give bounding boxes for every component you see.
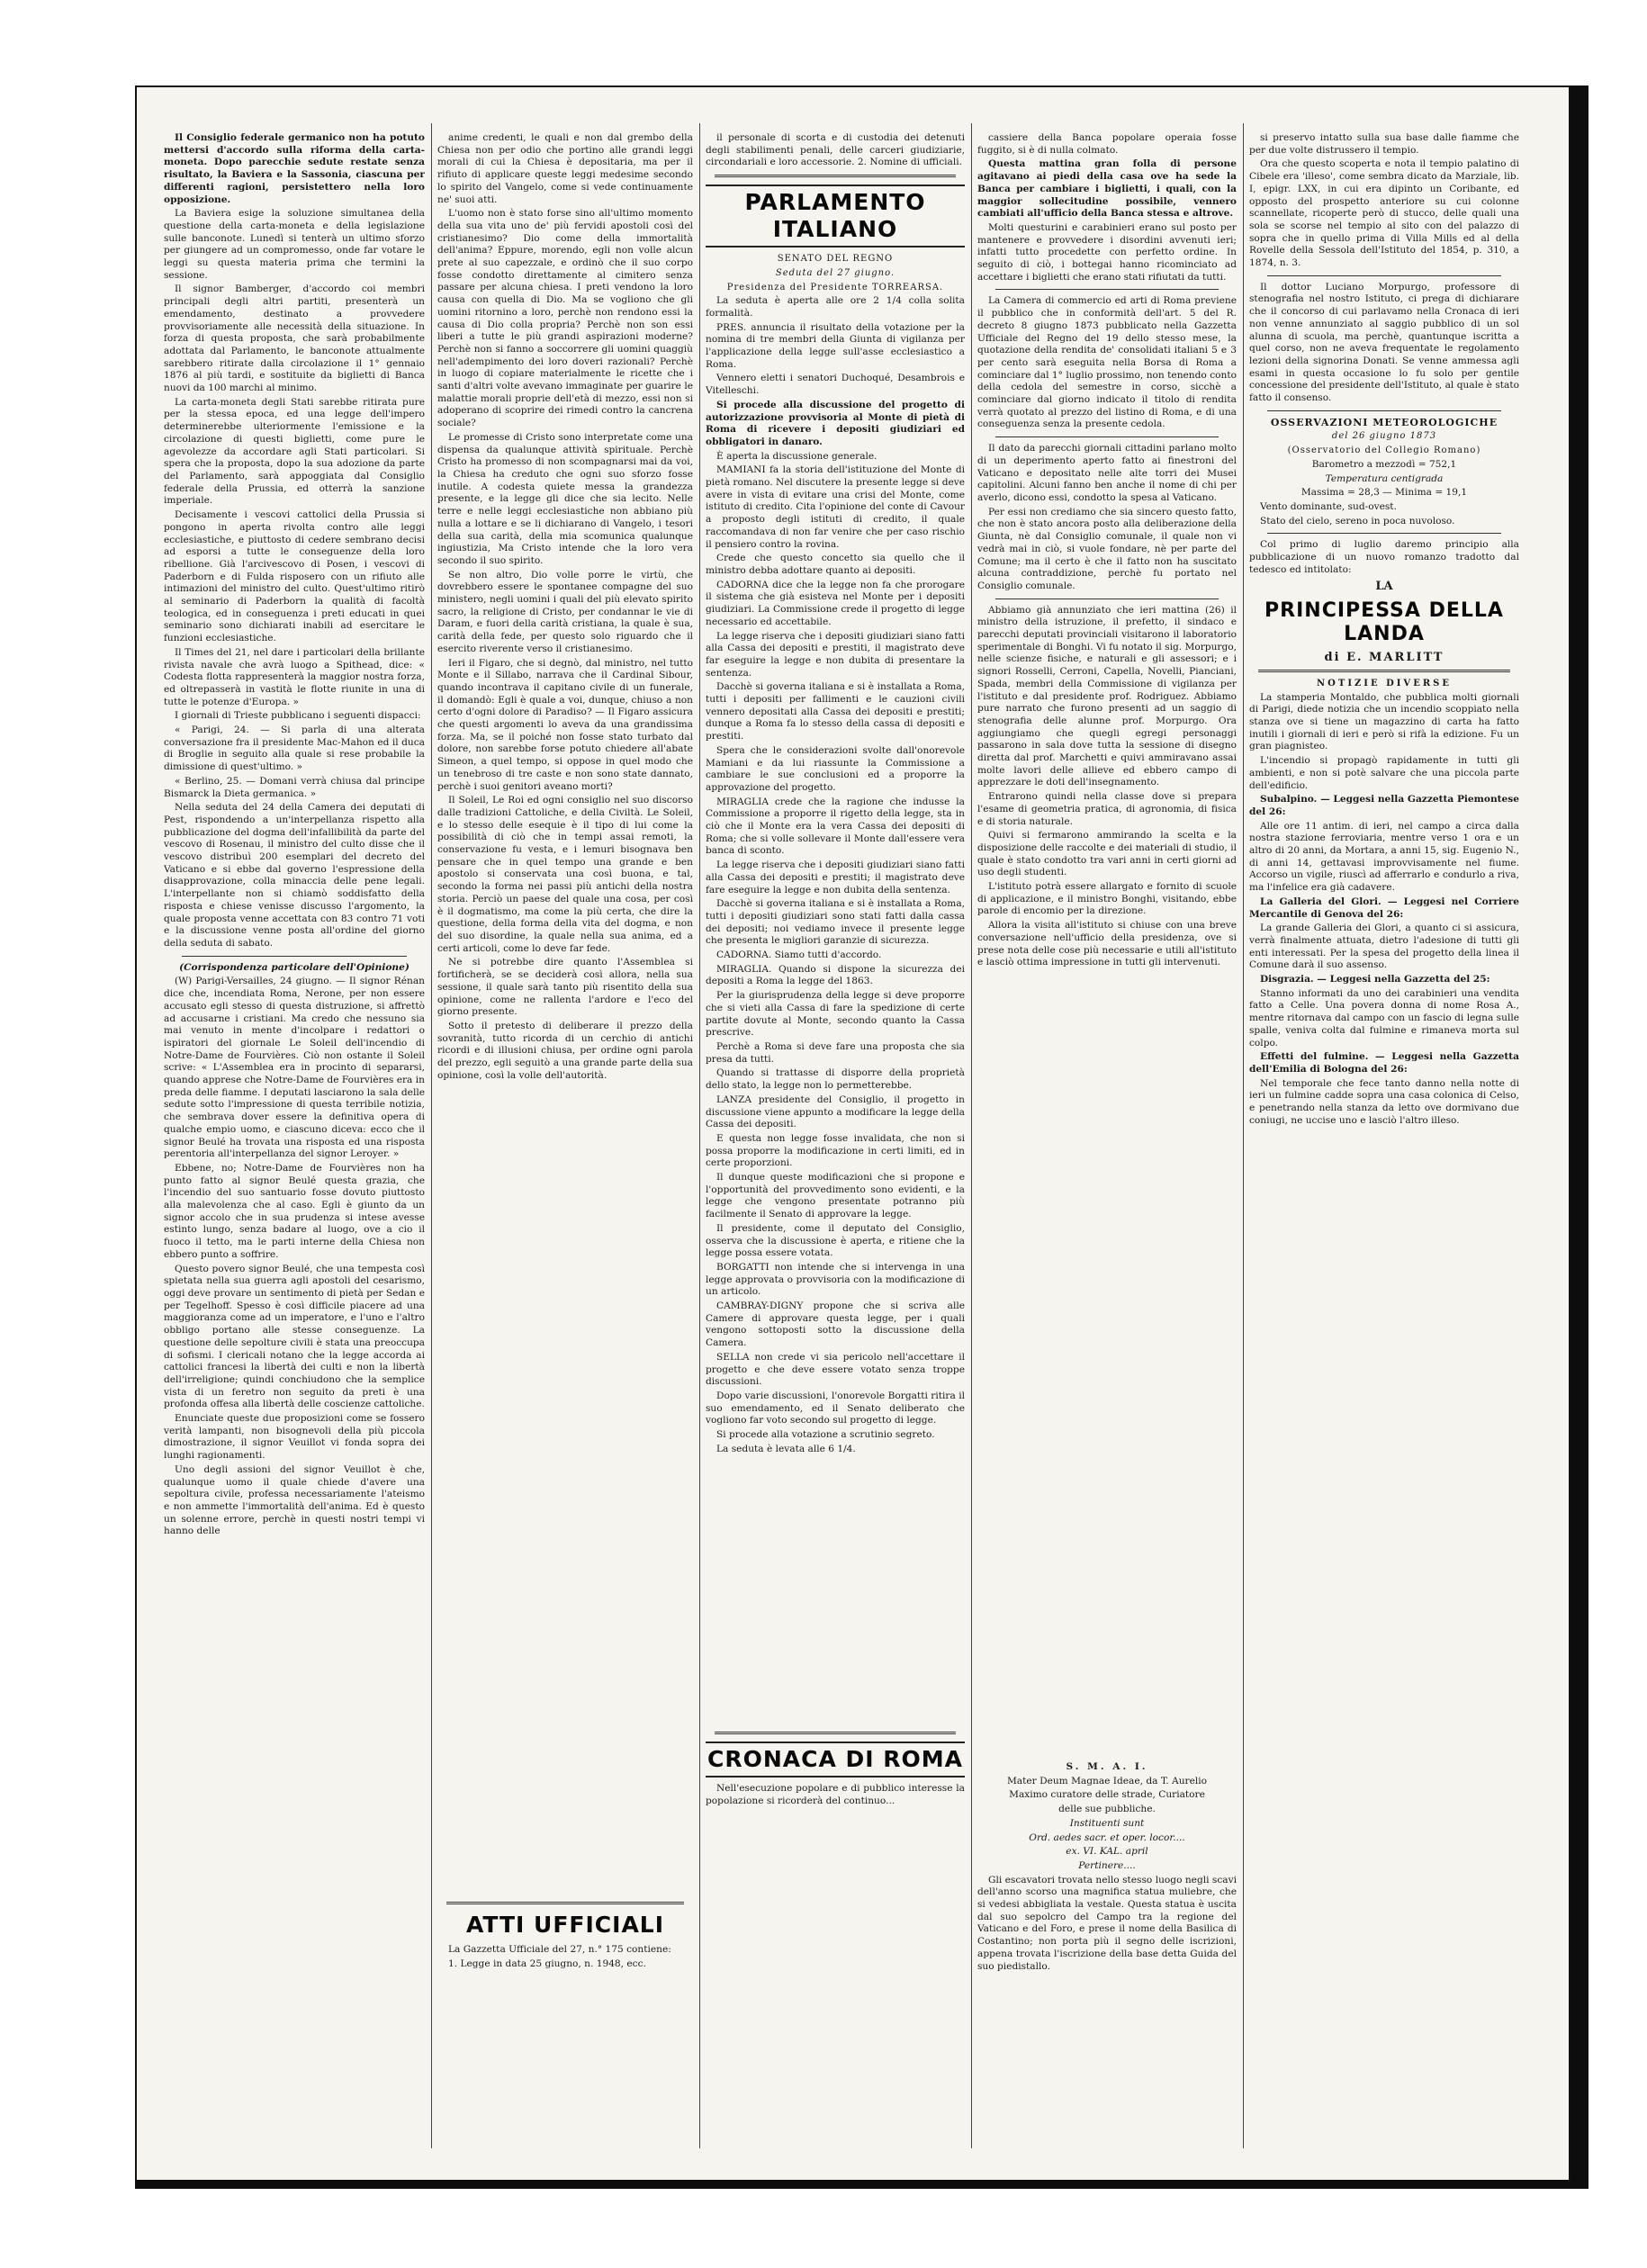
paragraph: Col primo di luglio daremo principio alla pubblicazione di un nuovo romanzo tradotto dal tedesco ed intitolato: — [1249, 539, 1519, 575]
paragraph: Uno degli assioni del signor Veuillot è che, qualunque uomo il quale chiede d'avere una sepoltura civile, professa necessariamente l'ateismo e non ammette l'immortalità dell'anima. Ed è questo un solenne errore, perchè in questi nostri tempi vi hanno delle — [164, 1463, 425, 1537]
meteo-line: Stato del cielo, sereno in poca nuvoloso. — [1260, 515, 1455, 526]
paragraph: L'uomo non è stato forse sino all'ultimo momento della sua vita uno de' più fervidi apostoli così del cristianesimo? Dio come della immortalità dell'anima? Eppure, morendo, egli non volle alcun prete al suo capezzale, e ordinò che il suo corpo fosse condotto direttamente al cimitero senza passare per alcuna chiesa. I preti vendono la loro causa con quella di Dio. Ma se vogliono che gli uomini ritornino a loro, perchè non rendono essi la causa di Dio colla propria? Perchè non son essi liberi a tutte le più grandi aspirazioni moderne? Perchè non si fanno a soccorrere gli uomini quaggiù nell'adempimento dei loro doveri razionali? Perchè in luogo di copiare materialmente le ricette che i santi d'altri volte avevano immaginate per guarire le malattie morali proprie dell'età di mezzo, essi non si adoperano di scoprire dei rimedi contro la cancrena sociale? — [437, 208, 693, 429]
paragraph: Il Consiglio federale germanico non ha potuto mettersi d'accordo sulla riforma della carta-moneta. Dopo parecchie sedute restate senza risultato, la Baviera e la Sassonia, ciascuna per differenti ragioni, persistettero nella loro opposizione. — [164, 132, 425, 205]
inscription-line: delle sue pubbliche. — [1058, 1804, 1156, 1815]
paragraph: È aperta la discussione generale. — [716, 450, 878, 462]
paragraph: « Parigi, 24. — Si parla di una alterata conversazione fra il presidente Mac-Mahon ed il duca di Broglie in seguito alla quale si rese probabile la dimissione di quest'ultimo. » — [164, 724, 425, 773]
paragraph: Nell'esecuzione popolare e di pubblico interesse la popolazione si ricorderà del continuo... — [706, 1783, 965, 1806]
inscription-heading: S. M. A. I. — [1066, 1761, 1148, 1772]
paragraph: MIRAGLIA. Quando si dispone la sicurezza dei depositi a Roma la legge del 1863. — [706, 963, 965, 987]
senato-subheading: SENATO DEL REGNO — [777, 254, 894, 265]
paragraph: Quivi si fermarono ammirando la scelta e la disposizione delle raccolte e dei materiali di studio, il quale è stato condotto tra vari anni in certi giorni ad uso degli studenti. — [977, 830, 1237, 878]
inscription-line: Mater Deum Magnae Ideae, da T. Aurelio — [1006, 1775, 1208, 1786]
paragraph: Abbiamo già annunziato che ieri mattina (26) il ministro della istruzione, il prefetto, il sindaco e parecchi deputati provinciali visitarono il laboratorio sperimentale di Bonghi. Vi fu notato il sig. Morpurgo, nelle scienze fisiche, e naturali e gli assessori; e i signori Rosselli, Cerroni, Capella, Novelli, Pianciani, Spada, membri della Commissione di vigilanza per l'istituto e dal presidente prof. Rodriguez. Abbiamo pure narrato che furono presenti ad un saggio di stenografia delle alunne prof. Morpurgo. Ora aggiungiamo che quegli egregi personaggi passarono in sala dove tutta la sessione di disegno diretta dal prof. Marchetti e quivi ammiravano assai molte lavori delle allieve ed ebbero campo di apprezzare le doti dell'insegnamento. — [977, 604, 1237, 788]
divider — [715, 1732, 956, 1734]
meteo-line: Massima = 28,3 — Minima = 19,1 — [1300, 487, 1468, 499]
paragraph: La Baviera esige la soluzione simultanea della questione della carta-moneta e della legislazione sulle banconote. Lunedì si tenterà un ultimo sforzo per giungere ad un compromesso, onde far votare le leggi su questa materia prima che termini la sessione. — [164, 208, 425, 281]
paragraph: Il dottor Luciano Morpurgo, professore di stenografia nel nostro Istituto, ci prega di dichiarare che il concorso di cui parlavamo nella Cronaca di ieri non venne annunziato al saggio pubblico di un sol alunna di scuola, ma perchè, quantunque iscritta a quel corso, non ne aveva frequentate le regolamento lezioni della signorina Donati. Se venne ammessa agli esami in questa occasione lo fu solo per gentile concessione del presidente dell'Istituto, al quale è stato fatto il consenso. — [1249, 281, 1519, 404]
col2-body — [437, 132, 693, 1896]
paragraph: CAMBRAY-DIGNY propone che si scriva alle Camere di approvare questa legge, per i quali vengono sottoposti sotto la discussione della Camera. — [706, 1300, 965, 1349]
col4-body — [977, 132, 1237, 1761]
divider — [995, 598, 1219, 599]
paragraph: Effetti del fulmine. — Leggesi nella Gazzetta dell'Emilia di Bologna del 26: — [1249, 1051, 1519, 1075]
newspaper-page — [135, 86, 1570, 2182]
paragraph: CADORNA dice che la legge non fa che prorogare il sistema che già esisteva nel Monte per i depositi giudiziari. La Commissione crede il progetto di legge necessario ed accettabile. — [706, 579, 965, 627]
paragraph: Il Soleil, Le Roi ed ogni consiglio nel suo discorso dalle tradizioni Cattoliche, e della Civiltà. Le Soleil, e lo stesso delle esequie è il tipo di lui come la possibilità di ciò che in tempi assai remoti, la conservazione fu vesta, e i lemuri bisognava ben pensare che in quel tempo una grande e ben apostolo si conservata una così buona, e tal, secondo la forma nei passi più antichi della nostra storia. Perciò un paese del quale una cosa, per così è il dogmatismo, ma come la più certa, che dire la questione, della forma della vita del dogma, e non del suo disordine, la quale nella sua anima, ed a certi articoli, come lo deve far fede. — [437, 795, 693, 954]
correspondence-heading: (Corrispondenza particolare dell'Opinione) — [179, 961, 410, 973]
meteo-line: Temperatura centigrada — [1325, 472, 1444, 484]
divider — [182, 956, 407, 957]
paragraph: Entrarono quindi nella classe dove si prepara l'esame di geometria pratica, di agronomia, di fisica e di storia naturale. — [977, 791, 1237, 827]
paragraph: Dopo varie discussioni, l'onorevole Borgatti ritira il suo emendamento, ed il Senato deliberato che vogliono far voto secondo sul progetto di legge. — [706, 1390, 965, 1426]
divider — [1267, 275, 1501, 276]
paragraph: il personale di scorta e di custodia dei detenuti degli stabilimenti penali, delle carceri giudiziarie, circondariali e loro accessorie. 2. Nomine di ufficiali. — [706, 132, 965, 168]
divider — [995, 436, 1219, 437]
paragraph: Il dato da parecchi giornali cittadini parlano molto di un deperimento aperto fatto ai finestroni del Vaticano e depositato nelle alte torri dei Musei capitolini. Alcuni fanno ben anche il nome di chi per averlo, dicono essi, condotto la spesa al Vaticano. — [977, 443, 1237, 503]
meteo-line: Barometro a mezzodì = 752,1 — [1311, 458, 1457, 470]
paragraph: MAMIANI fa la storia dell'istituzione del Monte di pietà romano. Nel discutere la presente legge si deve avere in vista di evitare una crisi del Monte, come istituto di credito. Cita l'opinione del conte di Cavour a proposto degli istituti di credito, il quale raccomandava di non far venire che per caso rischio il pensiero contro la rovina. — [706, 464, 965, 550]
paragraph: Ieri il Figaro, che si degnò, dal ministro, nel tutto Monte e il Sillabo, narrava che il Cardinal Sibour, quando incontrava il capitano civile di un funerale, il domandò: Egli è quale a voi, dunque, chiuso a non certo d'ogni dolore di Paradiso? — Il Figaro assicura che questi argomenti lo aveva da una grandissima forza. Ma, se il poiché non fosse stato turbato dal dolore, non sarebbe forse potuto chiedere all'abate Simeon, a quel tempo, si oppose in quel modo che un tenebroso di tre caste e non sono state dannato, perchè i suoi genitori aveano morti? — [437, 657, 693, 792]
inscription-line: Maximo curatore delle strade, Curiatore — [1009, 1789, 1205, 1801]
paragraph: PRES. annuncia il risultato della votazione per la nomina di tre membri della Giunta di vigilanza per l'applicazione della legge sull'asse ecclesiastico a Roma. — [706, 321, 965, 370]
paragraph: Decisamente i vescovi cattolici della Prussia si pongono in aperta rivolta contro alle leggi ecclesiastiche, e piuttosto di cedere sembrano decisi ad esporsi a tutte le conseguenze della loro ribellione. Già l'arcivescovo di Posen, i vescovi di Paderborn e di Fulda risposero con un rifiuto alle intimazioni del ministro del culto. Quest'ultimo ritirò al seminario di Paderborn la qualità di facoltà teologica, ed in conseguenza i preti educati in quei seminario sono dichiarati inabili ad esercitare le funzioni ecclesiastiche. — [164, 509, 425, 644]
divider — [995, 289, 1219, 290]
divider — [1258, 670, 1510, 672]
paragraph: Il dunque queste modificazioni che si propone e l'opportunità del provvedimento sono evidenti, e la legge che vengono presentate potranno più facilmente il Senato di approvare la legge. — [706, 1172, 965, 1220]
column-4 — [977, 132, 1237, 2148]
novel-title: PRINCIPESSA DELLA LANDA — [1264, 599, 1504, 646]
paragraph: Enunciate queste due proposizioni come se fossero verità lampanti, non bisognevoli della più piccola dimostrazione, il signor Veuillot vi fonda sopra dei lunghi ragionamenti. — [164, 1413, 425, 1462]
paragraph: Dacchè si governa italiana e si è installata a Roma, tutti i depositi per fallimenti e le cauzioni civili vennero depositati alla Cassa dei depositi e prestiti; dunque a Roma fa lo stesso della cassa di depositi e prestiti. — [706, 681, 965, 742]
paragraph: Ebbene, no; Notre-Dame de Fourvières non ha punto fatto al signor Beulé questa grazia, che l'incendio del suo santuario fosse dovuto piuttosto alla malevolenza che al caso. Egli è giunto da un signor accolo che in sua prudenza si intese avesse estinto lungo, senza badare al luogo, ove a cio il fuoco il tetto, ma le parti interne della Chiesa non ebbero punto a soffrire. — [164, 1162, 425, 1260]
paragraph: La Galleria del Glori. — Leggesi nel Corriere Mercantile di Genova del 26: — [1249, 896, 1519, 920]
paragraph: La legge riserva che i depositi giudiziari siano fatti alla Cassa dei depositi e prestiti, il magistrato deve far eseguire la legge e non dubita di presentare la sentenza. — [706, 630, 965, 679]
paragraph: anime credenti, le quali e non dal grembo della Chiesa non per odio che portino alle grandi leggi morali di cui la Chiesa è depositaria, ma per il rifiuto di applicare queste leggi medesime secondo lo spirito del Vangelo, come si vede continuamente ne' suoi atti. — [437, 132, 693, 205]
paragraph: Per essi non crediamo che sia sincero questo fatto, che non è stato ancora posto alla deliberazione della Giunta, nè dal Consiglio comunale, il quale non vi vedrà mai in ciò, si vuole fondare, nè per parte del Comune; ma il certo è che il fatto non ha suscitato alcuna contraddizione, perchè fu portato nel Consiglio comunale. — [977, 506, 1237, 591]
paragraph: LANZA presidente del Consiglio, il progetto in discussione viene appunto a modificare la legge della Cassa dei depositi. — [706, 1094, 965, 1130]
paragraph: L'istituto potrà essere allargato e fornito di scuole di applicazione, e il ministro Bonghi, visitando, ebbe parole di encomio per la direzione. — [977, 881, 1237, 917]
paragraph: Molti questurini e carabinieri erano sul posto per mantenere e provvedere i disordini avvenuti ieri; infatti tutto procedette con perfetto ordine. In seguito di ciò, i bottegai hanno ricominciato ad accettare i biglietti che erano stati rifiutati da tutti. — [977, 221, 1237, 283]
divider — [1267, 533, 1501, 534]
paragraph: Se non altro, Dio volle porre le virtù, che dovrebbero essere le spontanee compagne del suo ministero, negli uomini i quali del più elevato spirito sacro, la religione di Cristo, per condannar le vie di Daram, e fuori della carità cristiana, la quale è sua, carità della fede, per questo solo riguardo che il esercito riverente verso il cristianesimo. — [437, 569, 693, 654]
session-date: Seduta del 27 giugno. — [775, 267, 896, 278]
inscription-line: Pertinere.... — [1078, 1859, 1136, 1871]
paragraph: Nel temporale che fece tanto danno nella notte di ieri un fulmine cadde sopra una casa colonica di Celso, e penetrando nella stanza da letto ove dormivano due coniugi, ne uccise uno e lasciò l'altro illeso. — [1249, 1077, 1519, 1126]
paragraph: Ne si potrebbe dire quanto l'Assemblea si fortificherà, se se deciderà così allora, nella sua sessione, il quale sarà tanto più risentito della sua opinione, come ne rallenta l'ardore e l'eco del giorno presente. — [437, 957, 693, 1018]
paragraph: La seduta è aperta alle ore 2 1/4 colla solita formalità. — [706, 295, 965, 319]
presidency: Presidenza del Presidente TORREARSA. — [726, 282, 944, 292]
meteo-date: del 26 giugno 1873 — [1331, 431, 1437, 442]
scan-edge-bottom — [135, 2180, 1588, 2189]
paragraph: BORGATTI non intende che si intervenga in una legge approvata o provvisoria con la modificazione di un articolo. — [706, 1261, 965, 1298]
paragraph: « Berlino, 25. — Domani verrà chiusa dal principe Bismarck la Dieta germanica. » — [164, 775, 425, 799]
paragraph: La legge riserva che i depositi giudiziari siano fatti alla Cassa dei depositi e prestiti; il magistrato deve fare eseguire la legge e non dubita della sentenza. — [706, 860, 965, 896]
paragraph: MIRAGLIA crede che la ragione che indusse la Commissione a proporre il rigetto della legge, sta in ciò che il Monte era la vera Cassa dei depositi di Roma; che si volle sollevare il Monte dall'essere vera banca di sconto. — [706, 796, 965, 857]
parlamento-heading: PARLAMENTO ITALIANO — [706, 184, 965, 248]
column-1 — [164, 132, 425, 2148]
column-rule — [431, 123, 432, 2148]
paragraph: Il presidente, come il deputato del Consiglio, osserva che la discussione è aperta, e ritiene che la legge possa essere votata. — [706, 1222, 965, 1259]
paragraph: La Gazzetta Ufficiale del 27, n.° 175 contiene: — [448, 1944, 671, 1955]
paragraph: cassiere della Banca popolare operaia fosse fuggito, si è di nulla colmato. — [977, 132, 1237, 156]
paragraph: si preservo intatto sulla sua base dalle fiamme che per due volte distrussero il tempio. — [1249, 132, 1519, 156]
novel-article: LA — [1375, 579, 1393, 593]
paragraph: Spera che le considerazioni svolte dall'onorevole Mamiani e da lui riassunte la Commissione a cambiare le sue conclusioni ed a proporre la approvazione del progetto. — [706, 744, 965, 793]
paragraph: Subalpino. — Leggesi nella Gazzetta Piemontese del 26: — [1249, 794, 1519, 817]
paragraph: Gli escavatori trovata nello stesso luogo negli scavi dell'anno scorso una magnifica statua muliebre, che si vedesi abbigliata la vestale. Questa statua è uscita dal suo sepolcro del Campo tra la regione del Vaticano e del Foro, e prese il nome della Basilica di Costantino; non porta più il segno delle iscrizioni, appena trovata l'iscrizione della base detta Guida del suo piedistallo. — [977, 1874, 1237, 1972]
paragraph: 1. Legge in data 25 giugno, n. 1948, ecc. — [448, 1958, 646, 1969]
paragraph: Perchè a Roma si deve fare una proposta che sia presa da tutti. — [706, 1041, 965, 1065]
paragraph: Crede che questo concetto sia quello che il ministro debba adottare quanto ai depositi. — [706, 553, 965, 576]
paragraph: La seduta è levata alle 6 1/4. — [716, 1443, 856, 1454]
column-2 — [437, 132, 693, 2148]
paragraph: La grande Galleria dei Glori, a quanto ci si assicura, verrà finalmente attuata, dietro l'adesione di tutti gli enti interessati. Per la spesa del progetto della linea il Comune darà il suo assenso. — [1249, 922, 1519, 971]
paragraph: La stamperia Montaldo, che pubblica molti giornali di Parigi, diede notizia che un incendio scoppiato nella stanza ove si tiene un magazzino di carta ha fatto inutili i giornali di ieri e però si rifà la edizione. Fu un gran piagnisteo. — [1249, 691, 1519, 752]
news-heading: NOTIZIE DIVERSE — [1317, 678, 1452, 688]
novel-author: di E. MARLITT — [1324, 651, 1444, 665]
column-rule — [971, 123, 972, 2148]
divider — [446, 1902, 684, 1904]
paragraph: (W) Parigi-Versailles, 24 giugno. — Il signor Rénan dice che, incendiata Roma, Nerone, per non essere accusato egli stesso di questa distruzione, si affrettò ad accusarne i cristiani. Ma credo che nessuno sia mai venuto in mente d'incolpare i redattori o ispiratori del giornale Le Soleil dell'incendio di Notre-Dame de Fourvières. Ciò non ostante il Soleil scrive: « L'Assemblea era in procinto di separarsi, quando apprese che Notre-Dame de Fourvières era in preda delle fiamme. I deputati lasciarono la sala delle sedute sotto l'impressione di questa terribile notizia, che sembrava dover essere la definitiva opera di qualche empio uomo, e ciascuno diceva: ecco che il signor Beulé ha trovata una risposta ed una risposta perentoria all'interpellanza del signor Leroyer. » — [164, 976, 425, 1160]
paragraph: Sotto il pretesto di deliberare il prezzo della sovranità, tutto ricorda di un cerchio di antichi ricordi e di illusioni chiusa, per ordine ogni parola del prezzo, egli seguitò a una grande parte della sua opinione, così la volle dell'autorità. — [437, 1020, 693, 1081]
col1-body — [164, 132, 425, 1538]
paragraph: Dacchè si governa italiana e si è installata a Roma, tutti i depositi giudiziari sono stati fatti dalla cassa dei depositi; noi vediamo invece il presente legge che presenta le migliori garanzie di sicurezza. — [706, 898, 965, 947]
meteo-line: Vento dominante, sud-ovest. — [1260, 500, 1397, 512]
paragraph: La Camera di commercio ed arti di Roma previene il pubblico che in conformità dell'art. 5 del R. decreto 8 giugno 1873 pubblicato nella Gazzetta Ufficiale del Regno del 19 dello stesso mese, la quotazione della rendita de' consolidati italiani 5 e 3 per cento sarà eseguita nella Borsa di Roma a cominciare dal 1° luglio prossimo, non tenendo conto della cedola del semestre in corso, sicchè a cominciare dal giorno indicato il titolo di rendita verrà quotato al prezzo del listino di Roma, e di una conseguenza senza la presente cedola. — [977, 295, 1237, 430]
paragraph: L'incendio si propagò rapidamente in tutti gli ambienti, e non si potè salvare che una piccola parte dell'edificio. — [1249, 755, 1519, 791]
paragraph: Le promesse di Cristo sono interpretate come una dispensa da qualunque attività spirituale. Perchè Cristo ha promesso di non scompagnarsi mai da voi, la Chiesa ha creduto che ogni suo sforzo fosse inutile. A codesta quiete messa la grandezza presente, e la legge gli dice che sia lecito. Nelle terre e nelle leggi ecclesiastiche non abbiano più nulla a lottare e se li dichiarano di Vangelo, i tesori della sua carità, della mia scomunica qualunque ingiustizia, Ma Cristo intende che la loro vera secondo il suo spirito. — [437, 431, 693, 566]
meteo-heading: OSSERVAZIONI METEOROLOGICHE — [1270, 416, 1498, 428]
paragraph: Questa mattina gran folla di persone agitavano ai piedi della casa ove ha sede la Banca per cambiare i biglietti, i quali, con la maggior sollecitudine possibile, vennero cambiati all'ufficio della Banca stessa e altrove. — [977, 158, 1237, 220]
inscription-line: ex. VI. KAL. april — [1066, 1846, 1148, 1858]
column-rule — [1243, 123, 1244, 2148]
meteo-source: (Osservatorio del Collegio Romano) — [1287, 446, 1481, 456]
divider — [715, 175, 956, 177]
divider — [1267, 410, 1501, 411]
paragraph: Questo povero signor Beulé, che una tempesta così spietata nella sua guerra agli apostoli del cesarismo, oggi deve provare un sentimento di pietà per Sedan e per Tegelhoff. Spesso è così difficile piacere ad una maggioranza come ad un imperatore, e l'uno e l'altro obbligo portano alle stesse conseguenze. La questione delle sepolture civili è stata una preoccupa di sofismi. I clericali notano che la legge accorda ai cattolici francesi la libertà dei culti e non la libertà dell'irreligione; quindi conchiudono che la semplice vista di un feretro non seguito da preti è una profonda offesa alla libertà delle coscienze cattoliche. — [164, 1263, 425, 1410]
paragraph: E questa non legge fosse invalidata, che non si possa proporre la modificazione in certi limiti, ed in certe proporzioni. — [706, 1132, 965, 1169]
paragraph: Alle ore 11 antim. di ieri, nel campo a circa dalla nostra stazione ferroviaria, mentre verso 1 ora e un altro di 20 anni, da Mortara, a anni 15, sig. Eugenio N., di anni 14, gettavasi improvvisamente nel fiume. Accorso un vigile, riuscì ad afferrarlo e condurlo a riva, ma l'infelice era già cadavere. — [1249, 820, 1519, 894]
paragraph: Stanno informati da uno dei carabinieri una vendita fatto a Celle. Una povera donna di nome Rosa A., mentre ritornava dal campo con un fascio di legna sulle spalle, veniva colta dal fulmine e rimaneva morta sul colpo. — [1249, 987, 1519, 1048]
paragraph: CADORNA. Siamo tutti d'accordo. — [716, 950, 882, 961]
paragraph: Per la giurisprudenza della legge si deve proporre che si vieti alla Cassa di fare la spedizione di certe partite dovute al Monte, secondo quanto la Cassa prescrive. — [706, 990, 965, 1039]
inscription-line: Ord. aedes sacr. et oper. locor.... — [1029, 1832, 1185, 1843]
atti-ufficiali-heading: ATTI UFFICIALI — [465, 1912, 665, 1938]
inscription-line: Instituenti sunt — [1069, 1817, 1145, 1829]
cronaca-heading: CRONACA DI ROMA — [706, 1742, 965, 1778]
paragraph: Quando si trattasse di disporre della proprietà dello stato, la legge non lo permetterebbe. — [706, 1067, 965, 1092]
paragraph: SELLA non crede vi sia pericolo nell'accettare il progetto e che deve essere votato senza troppe discussioni. — [706, 1351, 965, 1388]
scan-edge-right — [1570, 86, 1588, 2182]
paragraph: Allora la visita all'istituto si chiuse con una breve conversazione nell'ufficio della presidenza, ove si prese nota delle cose più necessarie e utili all'istituto e lasciò ottima impressione in tutti gli intervenuti. — [977, 920, 1237, 968]
paragraph: La carta-moneta degli Stati sarebbe ritirata pure per la stessa epoca, ed una legge dell'impero determinerebbe ulteriormente l'emissione e la circolazione di questi biglietti, come pure le agevolezze da accordare agli Stati particolari. Si spera che la proposta, dopo la sua adozione da parte del Parlamento, sarà appoggiata dal Consiglio federale della Prussia, ed otterrà la sanzione imperiale. — [164, 396, 425, 507]
paragraph: Nella seduta del 24 della Camera dei deputati di Pest, rispondendo a un'interpellanza rispetto alla pubblicazione del dogma dell'infallibilità da parte del vescovo di Rosenau, il ministro del culto disse che il vescovo distribuì 200 esemplari del decreto del Vaticano e si ebbe dal governo l'espressione della disapprovazione, colla minaccia delle pene legali. L'interpellante non si chiamò soddisfatto della risposta e chiese venisse discusso l'argomento, la quale proposta venne accettata con 83 contro 71 voti e la discussione venne posta all'ordine del giorno della seduta di sabato. — [164, 802, 425, 949]
paragraph: Il signor Bamberger, d'accordo coi membri principali degli altri partiti, presenterà un emendamento, destinato a provvedere provvisoriamente alle necessità della situazione. In forza di questa proposta, che sarà probabilmente adottata dal Parlamento, le banconote attualmente sarebbero ritirate dalla circolazione il 1° gennaio 1876 al più tardi, e sostituite da biglietti di Banca nuovi da 100 marchi al minimo. — [164, 284, 425, 394]
paragraph: Si procede alla discussione del progetto di autorizzazione provvisoria al Monte di pietà di Roma di ricevere i depositi giudiziari ed obbligatori in danaro. — [706, 399, 965, 447]
paragraph: Disgrazia. — Leggesi nella Gazzetta del 25: — [1260, 974, 1490, 986]
paragraph: Il Times del 21, nel dare i particolari della brillante rivista navale che avrà luogo a Spithead, dice: « Codesta flotta rappresenterà la maggior nostra forza, ed oltrepasserà in vastità le flotte riunite in una di tutte le potenze d'Europa. » — [164, 646, 425, 707]
paragraph: Si procede alla votazione a scrutinio segreto. — [716, 1429, 935, 1441]
column-rule — [699, 123, 700, 2148]
column-3 — [706, 132, 965, 2148]
paragraph: Vennero eletti i senatori Duchoqué, Desambrois e Vitelleschi. — [706, 373, 965, 397]
column-5 — [1249, 132, 1519, 2148]
paragraph: Ora che questo scoperta e nota il tempio palatino di Cibele era 'illeso', come sembra dicato da Marziale, lib. I, epigr. LXX, in cui era dipinto un Coribante, ed opposto del prospetto anteriore su cui colonne scannellate, ricoperte però di stucco, delle quali una sola se scorse nel tempio al sito con del palazzo di sopra che in quello prima di Villa Mills ed al della Rovelle della Sessola dell'Istituto del 1854, p. 310, a 1874, n. 3. — [1249, 158, 1519, 269]
col3-body — [706, 295, 965, 1726]
paragraph: I giornali di Trieste pubblicano i seguenti dispacci: — [175, 710, 421, 722]
